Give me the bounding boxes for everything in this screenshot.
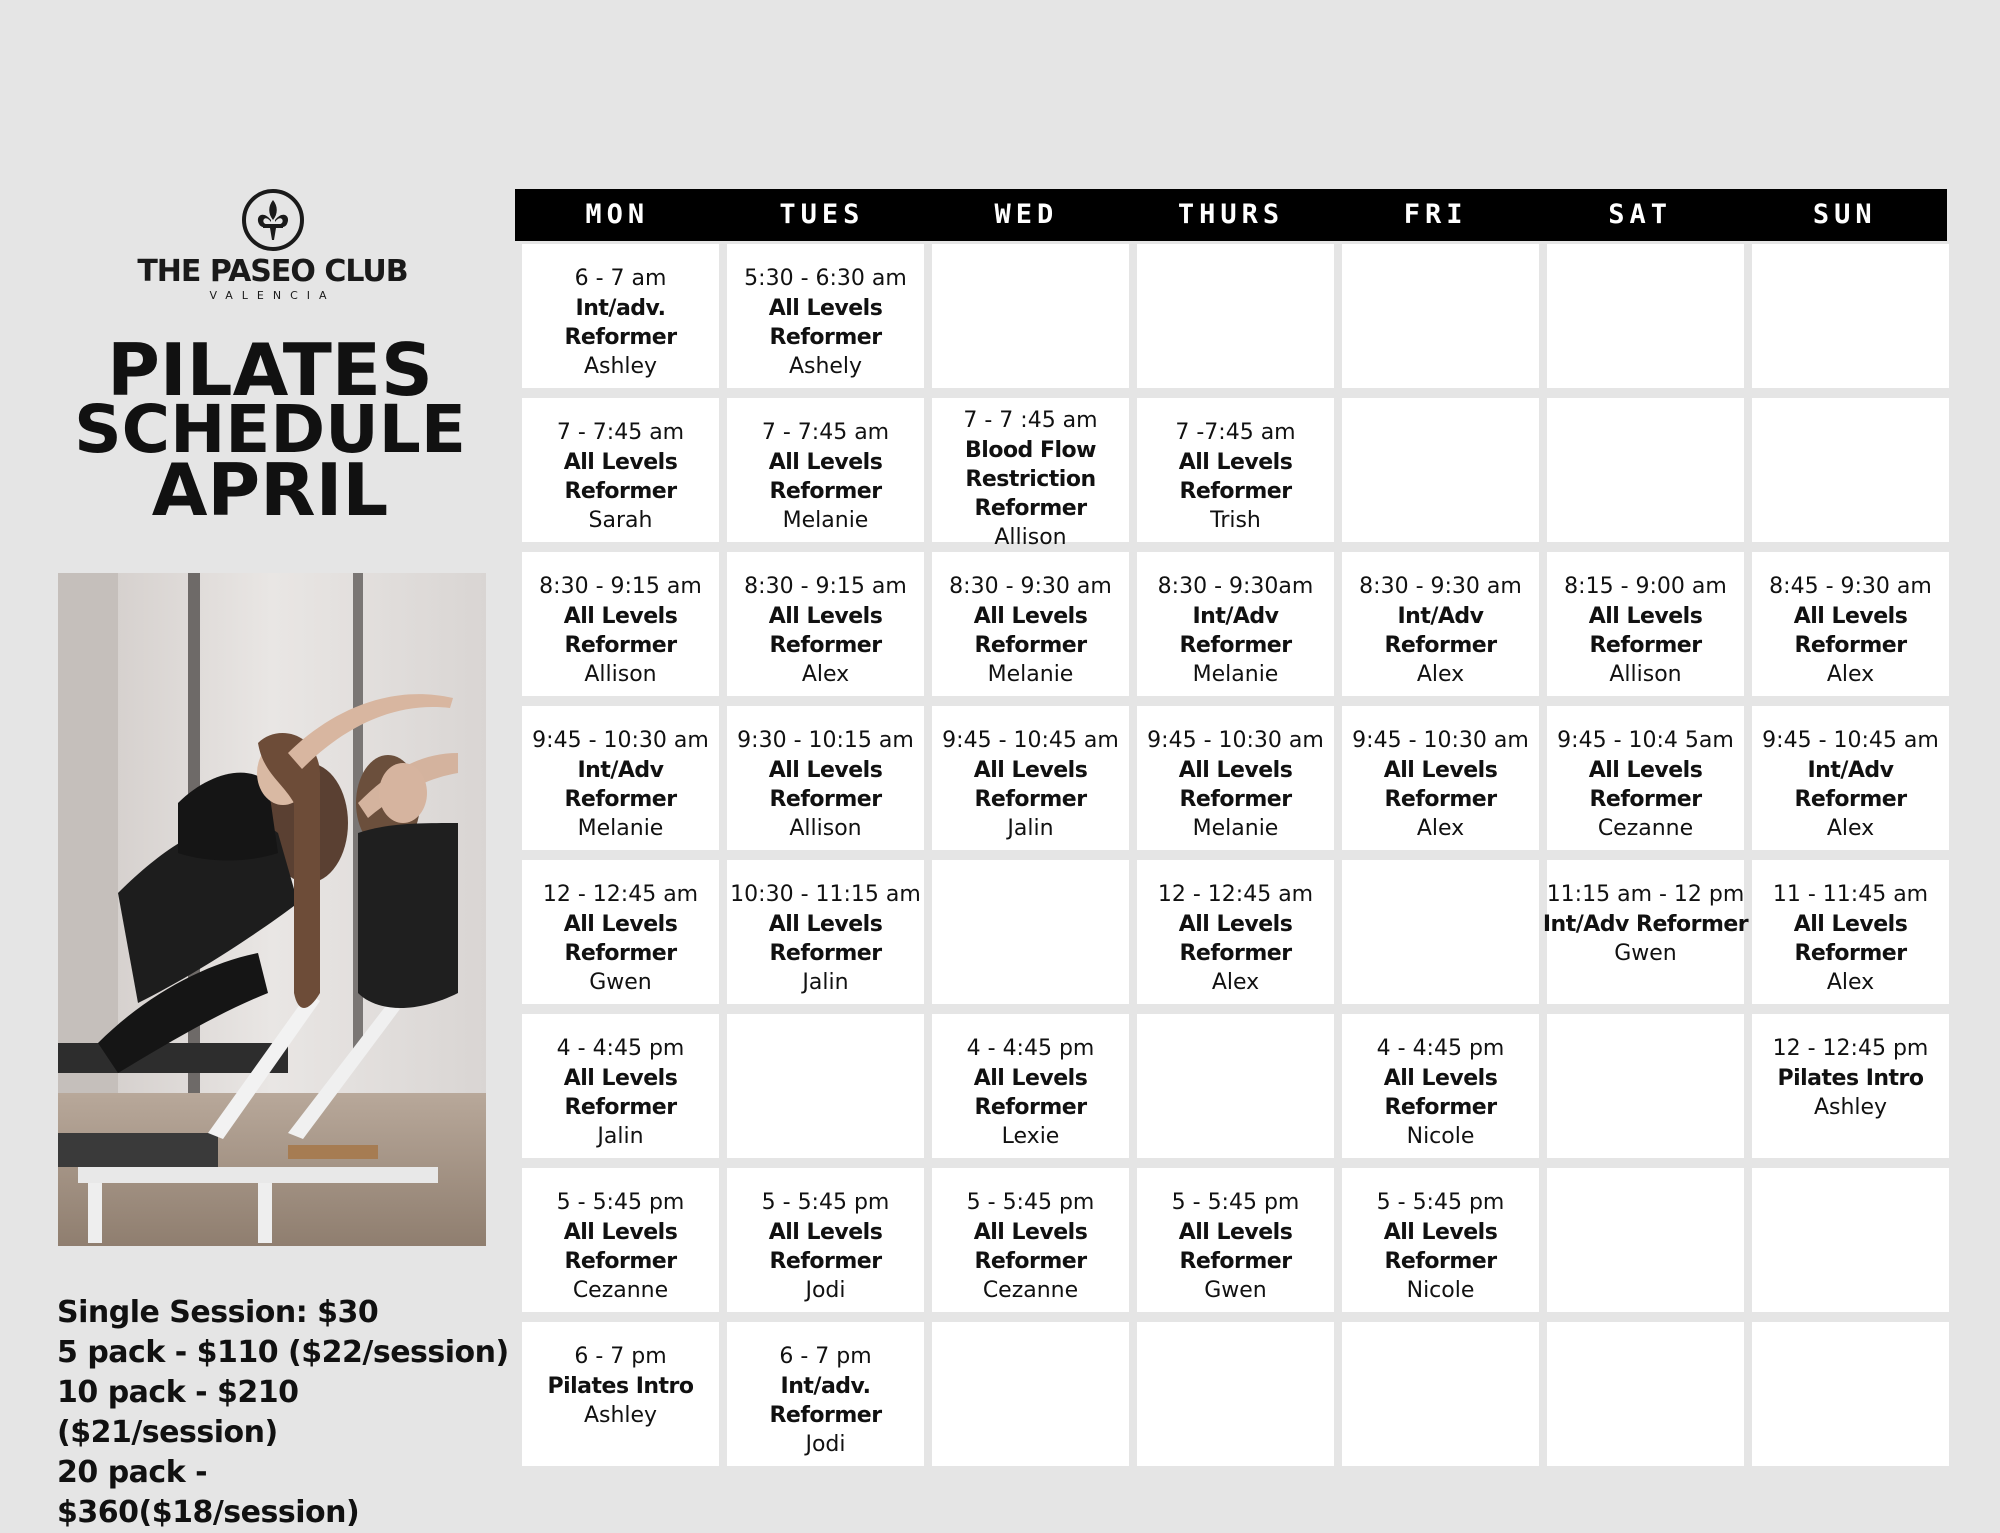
class-type: Reformer <box>564 787 677 812</box>
class-slot <box>1547 552 1744 696</box>
class-type: Reformer <box>1384 1249 1497 1274</box>
class-instructor: Alex <box>1416 662 1465 687</box>
class-type: Reformer <box>564 1095 677 1120</box>
class-time: 8:30 - 9:30 am <box>949 574 1112 599</box>
class-instructor: Ashely <box>788 354 863 379</box>
class-instructor: Sarah <box>588 508 653 533</box>
class-time: 4 - 4:45 pm <box>1376 1036 1505 1061</box>
class-time: 6 - 7 am <box>574 266 667 291</box>
empty-slot <box>1547 244 1744 388</box>
class-type: Int/Adv Reformer <box>1542 912 1749 937</box>
empty-slot <box>1752 398 1949 542</box>
class-time: 9:45 - 10:30 am <box>1147 728 1324 753</box>
pricing-list <box>57 1293 517 1533</box>
class-instructor: Cezanne <box>982 1278 1079 1303</box>
empty-slot <box>1752 1168 1949 1312</box>
class-slot <box>522 1014 719 1158</box>
class-type: All Levels <box>1178 450 1293 475</box>
class-time: 9:45 - 10:45 am <box>1762 728 1939 753</box>
class-slot <box>522 1168 719 1312</box>
class-type: Reformer <box>1794 787 1907 812</box>
price-single: Single Session: $30 <box>57 1295 379 1330</box>
class-type: Reformer <box>769 633 882 658</box>
class-type: Int/Adv <box>1397 604 1484 629</box>
empty-slot <box>1752 1322 1949 1466</box>
class-slot <box>727 706 924 850</box>
empty-slot <box>1342 398 1539 542</box>
class-type: All Levels <box>768 758 883 783</box>
class-time: 7 - 7:45 am <box>761 420 890 445</box>
class-type: All Levels <box>563 1220 678 1245</box>
pilates-class-photo <box>58 573 486 1246</box>
class-instructor: Allison <box>1609 662 1682 687</box>
class-instructor: Gwen <box>1204 1278 1267 1303</box>
class-time: 12 - 12:45 am <box>542 882 699 907</box>
class-time: 5 - 5:45 pm <box>761 1190 890 1215</box>
class-type: Restriction <box>965 467 1096 492</box>
class-instructor: Melanie <box>1192 816 1279 841</box>
class-type: All Levels <box>1383 1220 1498 1245</box>
class-time: 9:30 - 10:15 am <box>737 728 914 753</box>
class-time: 11 - 11:45 am <box>1772 882 1929 907</box>
class-type: All Levels <box>563 912 678 937</box>
class-instructor: Nicole <box>1406 1124 1475 1149</box>
class-slot <box>1542 860 1749 1004</box>
class-instructor: Nicole <box>1406 1278 1475 1303</box>
class-slot <box>522 1322 719 1466</box>
class-slot <box>1752 1014 1949 1158</box>
brand-logo <box>135 188 410 302</box>
class-type: All Levels <box>1793 604 1908 629</box>
class-slot <box>932 1014 1129 1158</box>
day-mon: MON <box>585 199 650 230</box>
class-type: All Levels <box>563 604 678 629</box>
class-slot <box>727 552 924 696</box>
class-instructor: Alex <box>1826 970 1875 995</box>
class-instructor: Jodi <box>805 1432 846 1457</box>
class-slot <box>727 1168 924 1312</box>
class-time: 5 - 5:45 pm <box>966 1190 1095 1215</box>
day-header <box>515 189 1947 241</box>
class-slot <box>1752 706 1949 850</box>
class-instructor: Melanie <box>987 662 1074 687</box>
price-10-pack: 10 pack - $210 ($21/session) <box>57 1375 299 1450</box>
empty-slot <box>932 1322 1129 1466</box>
day-thurs: THURS <box>1177 199 1285 230</box>
page-title <box>50 328 490 532</box>
empty-slot <box>932 860 1129 1004</box>
class-instructor: Gwen <box>1614 941 1677 966</box>
class-type: Reformer <box>564 479 677 504</box>
class-instructor: Ashley <box>583 1403 658 1428</box>
class-type: All Levels <box>973 1220 1088 1245</box>
class-type: Int/Adv <box>1192 604 1279 629</box>
price-5-pack: 5 pack - $110 ($22/session) <box>57 1335 509 1370</box>
empty-slot <box>1547 398 1744 542</box>
empty-slot <box>1752 244 1949 388</box>
class-type: All Levels <box>563 1066 678 1091</box>
class-time: 4 - 4:45 pm <box>556 1036 685 1061</box>
empty-slot <box>1137 1014 1334 1158</box>
class-time: 5 - 5:45 pm <box>1171 1190 1300 1215</box>
class-type: All Levels <box>768 1220 883 1245</box>
class-time: 8:30 - 9:15 am <box>744 574 907 599</box>
class-instructor: Melanie <box>782 508 869 533</box>
class-type: Reformer <box>1794 633 1907 658</box>
class-instructor: Gwen <box>589 970 652 995</box>
empty-slot <box>1547 1168 1744 1312</box>
class-type: Reformer <box>564 941 677 966</box>
class-instructor: Jalin <box>802 970 849 995</box>
title-line-3: APRIL <box>151 448 389 532</box>
class-instructor: Allison <box>994 525 1067 550</box>
class-type: Reformer <box>769 941 882 966</box>
class-time: 8:45 - 9:30 am <box>1769 574 1932 599</box>
class-type: Reformer <box>1384 1095 1497 1120</box>
empty-slot <box>727 1014 924 1158</box>
class-instructor: Cezanne <box>572 1278 669 1303</box>
class-time: 8:30 - 9:30am <box>1157 574 1314 599</box>
class-slot <box>1137 1168 1334 1312</box>
class-type: All Levels <box>1588 758 1703 783</box>
class-time: 8:30 - 9:15 am <box>539 574 702 599</box>
class-type: All Levels <box>768 296 883 321</box>
class-instructor: Ashley <box>583 354 658 379</box>
class-type: Reformer <box>1179 479 1292 504</box>
class-slot <box>932 552 1129 696</box>
class-time: 9:45 - 10:30 am <box>532 728 709 753</box>
class-slot <box>1137 552 1334 696</box>
title-line-2: SCHEDULE <box>74 391 466 468</box>
class-type: All Levels <box>563 450 678 475</box>
class-slot <box>522 552 719 696</box>
class-slot <box>522 706 719 850</box>
day-fri: FRI <box>1403 199 1468 230</box>
class-slot <box>727 398 924 542</box>
class-type: All Levels <box>768 450 883 475</box>
class-type: Reformer <box>974 496 1087 521</box>
class-instructor: Ashley <box>1813 1095 1888 1120</box>
class-slot <box>522 860 719 1004</box>
class-instructor: Trish <box>1210 508 1261 533</box>
class-type: Reformer <box>1589 633 1702 658</box>
empty-slot <box>1342 860 1539 1004</box>
class-type: Pilates Intro <box>547 1374 694 1399</box>
class-slot <box>1342 1168 1539 1312</box>
empty-slot <box>1547 1014 1744 1158</box>
class-type: Int/Adv <box>1807 758 1894 783</box>
class-instructor: Melanie <box>577 816 664 841</box>
class-type: Reformer <box>769 787 882 812</box>
class-type: Reformer <box>974 787 1087 812</box>
class-type: Reformer <box>1794 941 1907 966</box>
day-wed: WED <box>994 199 1059 230</box>
class-type: Reformer <box>1589 787 1702 812</box>
class-instructor: Melanie <box>1192 662 1279 687</box>
class-type: Reformer <box>974 633 1087 658</box>
class-instructor: Alex <box>1826 816 1875 841</box>
class-slot <box>1752 860 1949 1004</box>
title-line-1: PILATES <box>107 328 433 412</box>
class-slot <box>1137 860 1334 1004</box>
class-type: Blood Flow <box>965 438 1096 463</box>
price-20-pack: 20 pack - $360($18/session) <box>57 1455 360 1530</box>
class-type: Reformer <box>1179 633 1292 658</box>
class-type: Reformer <box>1384 787 1497 812</box>
class-time: 6 - 7 pm <box>779 1344 872 1369</box>
class-instructor: Allison <box>584 662 657 687</box>
class-slot <box>932 706 1129 850</box>
class-slot <box>932 398 1129 550</box>
empty-slot <box>1547 1322 1744 1466</box>
class-slot <box>1137 398 1334 542</box>
class-time: 9:45 - 10:30 am <box>1352 728 1529 753</box>
class-time: 7 -7:45 am <box>1175 420 1296 445</box>
class-instructor: Jalin <box>597 1124 644 1149</box>
class-slot <box>727 860 924 1004</box>
class-time: 12 - 12:45 pm <box>1772 1036 1929 1061</box>
class-slot <box>522 398 719 542</box>
class-time: 8:15 - 9:00 am <box>1564 574 1727 599</box>
class-slot <box>522 244 719 388</box>
class-slot <box>1342 1014 1539 1158</box>
class-time: 10:30 - 11:15 am <box>730 882 921 907</box>
class-slot <box>727 1322 924 1466</box>
class-type: Int/adv. <box>575 296 666 321</box>
class-type: Reformer <box>769 479 882 504</box>
class-type: Reformer <box>769 1403 882 1428</box>
class-type: All Levels <box>1383 758 1498 783</box>
class-type: All Levels <box>768 604 883 629</box>
class-slot <box>1752 552 1949 696</box>
class-type: All Levels <box>973 1066 1088 1091</box>
class-type: Reformer <box>1179 941 1292 966</box>
fleur-de-lis-icon <box>241 188 305 252</box>
class-time: 7 - 7:45 am <box>556 420 685 445</box>
empty-slot <box>1137 244 1334 388</box>
day-sat: SAT <box>1608 199 1673 230</box>
class-instructor: Allison <box>789 816 862 841</box>
class-slot <box>1342 706 1539 850</box>
class-type: Reformer <box>1179 787 1292 812</box>
class-instructor: Alex <box>1416 816 1465 841</box>
class-type: Reformer <box>564 1249 677 1274</box>
class-type: All Levels <box>973 604 1088 629</box>
class-slot <box>727 244 924 388</box>
class-time: 9:45 - 10:4 5am <box>1557 728 1734 753</box>
class-type: Reformer <box>1384 633 1497 658</box>
class-instructor: Alex <box>801 662 850 687</box>
class-type: Reformer <box>564 325 677 350</box>
class-type: Reformer <box>974 1095 1087 1120</box>
class-type: Int/adv. <box>780 1374 871 1399</box>
class-type: All Levels <box>768 912 883 937</box>
class-time: 11:15 am - 12 pm <box>1546 882 1745 907</box>
class-slot <box>1547 706 1744 850</box>
empty-slot <box>1342 1322 1539 1466</box>
brand-location: VALENCIA <box>209 289 336 302</box>
class-time: 8:30 - 9:30 am <box>1359 574 1522 599</box>
class-type: All Levels <box>1178 912 1293 937</box>
class-type: Pilates Intro <box>1777 1066 1924 1091</box>
brand-name: THE PASEO CLUB <box>137 254 408 289</box>
class-instructor: Jalin <box>1007 816 1054 841</box>
class-slot <box>1342 552 1539 696</box>
class-instructor: Lexie <box>1001 1124 1060 1149</box>
class-type: All Levels <box>973 758 1088 783</box>
class-type: Reformer <box>1179 1249 1292 1274</box>
empty-slot <box>1342 244 1539 388</box>
class-time: 7 - 7 :45 am <box>963 408 1098 433</box>
day-sun: SUN <box>1812 199 1877 230</box>
class-time: 5 - 5:45 pm <box>556 1190 685 1215</box>
class-type: Reformer <box>974 1249 1087 1274</box>
day-tues: TUES <box>779 199 865 230</box>
class-type: All Levels <box>1793 912 1908 937</box>
class-time: 5:30 - 6:30 am <box>744 266 907 291</box>
class-type: Reformer <box>769 325 882 350</box>
class-type: All Levels <box>1383 1066 1498 1091</box>
class-type: All Levels <box>1588 604 1703 629</box>
class-slot <box>1137 706 1334 850</box>
empty-slot <box>932 244 1129 388</box>
class-time: 5 - 5:45 pm <box>1376 1190 1505 1215</box>
class-type: All Levels <box>1178 758 1293 783</box>
class-type: Reformer <box>564 633 677 658</box>
class-instructor: Alex <box>1211 970 1260 995</box>
class-time: 4 - 4:45 pm <box>966 1036 1095 1061</box>
class-type: Int/Adv <box>577 758 664 783</box>
class-time: 9:45 - 10:45 am <box>942 728 1119 753</box>
class-time: 6 - 7 pm <box>574 1344 667 1369</box>
class-instructor: Cezanne <box>1597 816 1694 841</box>
class-instructor: Alex <box>1826 662 1875 687</box>
class-type: All Levels <box>1178 1220 1293 1245</box>
class-type: Reformer <box>769 1249 882 1274</box>
class-slot <box>932 1168 1129 1312</box>
class-instructor: Jodi <box>805 1278 846 1303</box>
class-time: 12 - 12:45 am <box>1157 882 1314 907</box>
empty-slot <box>1137 1322 1334 1466</box>
